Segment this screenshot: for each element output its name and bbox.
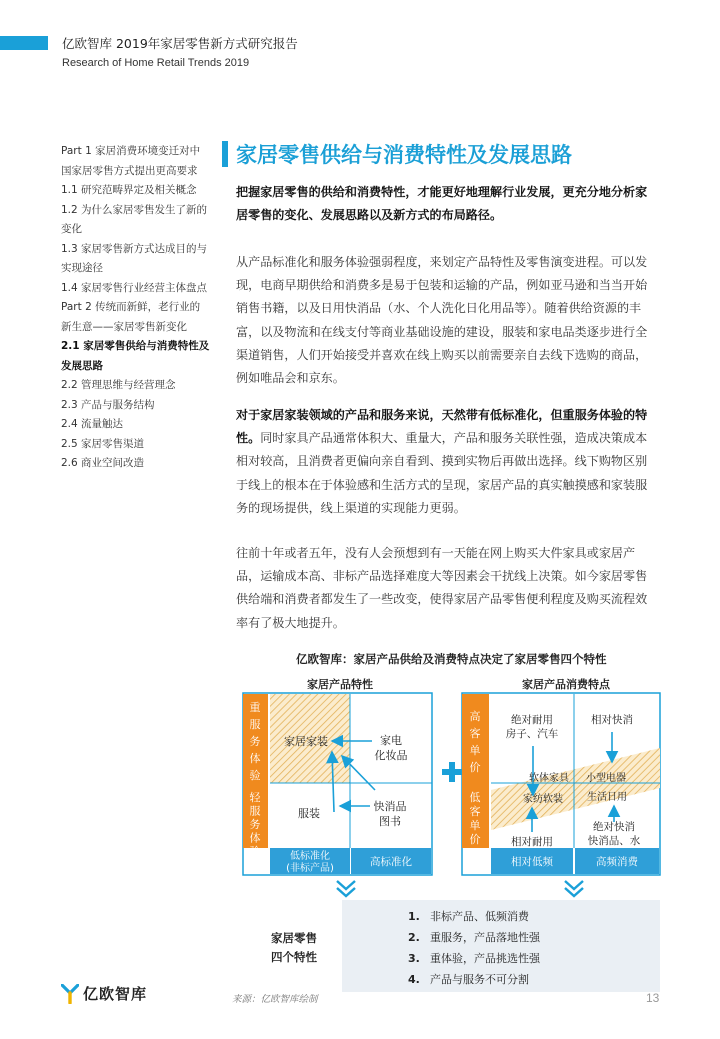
toc-item[interactable]: Part 2 传统而新鲜，老行业的: [61, 301, 201, 313]
summary-item: 4. 产品与服务不可分割: [408, 973, 529, 986]
right-mid-soft-furniture: 软体家具: [529, 773, 569, 784]
section-title: 家居零售供给与消费特性及发展思路: [236, 143, 572, 167]
left-cell-appliance-cosmetics: 家电化妆品: [374, 734, 408, 762]
right-mid-small-appliance: 小型电器: [586, 773, 626, 784]
body-paragraph-2-lead: 对于家居家装领域的产品和服务来说，天然带有低标准化，但重服务体验的特性。: [236, 408, 648, 446]
left-col-left-label: 低标准化(非标产品): [286, 851, 334, 874]
toc-item[interactable]: 2.3 产品与服务结构: [61, 398, 155, 411]
toc-item[interactable]: 新生意——家居零售新变化: [61, 320, 187, 333]
left-row-top-label: 重服务体验: [249, 701, 261, 782]
logo-text: 亿欧智库: [83, 985, 148, 1003]
toc-item[interactable]: 实现途径: [61, 262, 103, 274]
page-number: 13: [646, 991, 660, 1005]
right-cell-durable: 绝对耐用房子、汽车: [505, 714, 559, 740]
right-cell-absolute-fmcg: 绝对快消快消品、水: [587, 821, 641, 847]
toc-item[interactable]: 2.6 商业空间改造: [61, 457, 145, 469]
right-col-right-label: 高频消费: [596, 856, 638, 868]
toc-item[interactable]: 2.4 流量触达: [61, 418, 124, 430]
company-logo: [61, 983, 147, 1004]
right-panel-title: 家居产品消费特点: [522, 678, 610, 691]
body-paragraph-3: 往前十年或者五年，没有人会预想到有一天能在网上购买大件家具或家居产品，运输成本高、非标产品选择难度大等因素会干扰线上决策。如今家居零售供给端和消费者都发生了一些改变，使得家居产品零售便利程度及购买流程效率有了极大地提升。: [236, 546, 648, 630]
left-cell-fmcg-books: 快消品图书: [373, 800, 407, 828]
right-down-chevron-icon: [565, 881, 583, 896]
toc-item[interactable]: 1.1 研究范畴界定及相关概念: [61, 184, 197, 196]
summary-item: 3. 重体验，产品挑选性强: [408, 952, 540, 965]
toc-item[interactable]: 1.4 家居零售行业经营主体盘点: [61, 281, 208, 294]
toc-item[interactable]: 发展思路: [61, 359, 103, 372]
figure-title: 亿欧智库：家居产品供给及消费特点决定了家居零售四个特性: [296, 652, 607, 666]
left-panel-title: 家居产品特性: [307, 678, 373, 691]
toc-item[interactable]: 变化: [61, 223, 82, 235]
right-cell-relatively-durable: 相对耐用: [511, 836, 553, 848]
right-row-bottom-label: 低客单价: [469, 791, 481, 846]
toc-item[interactable]: Part 1 家居消费环境变迁对中: [61, 145, 201, 157]
intro-paragraph: 把握家居零售的供给和消费特性，才能更好地理解行业发展，更充分地分析家居零售的变化、发展思路以及新方式的布局路径。: [236, 185, 648, 223]
body-paragraph-1: 从产品标准化和服务体验强弱程度，来划定产品特性及零售演变进程。可以发现，电商早期供给和消费多是易于包装和运输的产品，例如亚马逊和当当开始销售书籍，以及日用快消品（水、个人洗化日化用品等）。随着供给资源的丰富，以及物流和在线支付等商业基础设施的建设，服装和家电品类逐步进行全渠道销售，人们开始接受并喜欢在线上购买以前需要亲自去线下选购的商品，例如唯品会和京东。: [236, 255, 648, 386]
toc-item[interactable]: 2.2 管理思维与经营理念: [61, 379, 176, 391]
left-col-right-label: 高标准化: [370, 856, 412, 868]
toc-item[interactable]: 1.3 家居零售新方式达成目的与: [61, 242, 208, 255]
left-row-bottom-label: 轻服务体验: [249, 791, 261, 858]
header-subtitle: Research of Home Retail Trends 2019: [62, 57, 250, 69]
right-row-top-label: 高客单价: [469, 710, 481, 774]
toc-item[interactable]: 2.1 家居零售供给与消费特性及: [61, 340, 210, 352]
figure-source: 来源：亿欧智库绘制: [232, 994, 318, 1005]
toc-item[interactable]: 2.5 家居零售渠道: [61, 437, 145, 450]
right-cell-relatively-fast: 相对快消: [591, 714, 633, 726]
right-mid-daily-goods: 生活日用: [587, 792, 627, 803]
logo-mark-icon: [61, 984, 79, 1004]
left-down-chevron-icon: [337, 881, 355, 896]
summary-item: 2. 重服务，产品落地性强: [408, 931, 540, 944]
left-cell-apparel: 服装: [298, 807, 320, 820]
summary-item: 1. 非标产品、低频消费: [408, 910, 529, 923]
toc-item[interactable]: 国家居零售方式提出更高要求: [61, 164, 198, 177]
right-hatched-band: [491, 748, 660, 830]
left-cell-home-furnishing: 家居家装: [284, 735, 328, 748]
right-col-left-label: 相对低频: [511, 856, 553, 868]
toc-item[interactable]: 1.2 为什么家居零售发生了新的: [61, 203, 208, 216]
header-title: 亿欧智库 2019年家居零售新方式研究报告: [62, 36, 298, 51]
body-paragraph-2-rest: 同时家具产品通常体积大、重量大，产品和服务关联性强，造成决策成本相对较高，且消费者更偏向亲自看到、摸到实物后再做出选择。线下购物区别于线上的根本在于体验感和生活方式的呈现，家居产品的真实触摸感和家装服务的现场提供，线上渠道的实现能力更弱。: [236, 431, 648, 515]
summary-label: 家居零售 四个特性: [271, 931, 317, 964]
right-mid-textiles: 家纺软装: [523, 794, 563, 805]
